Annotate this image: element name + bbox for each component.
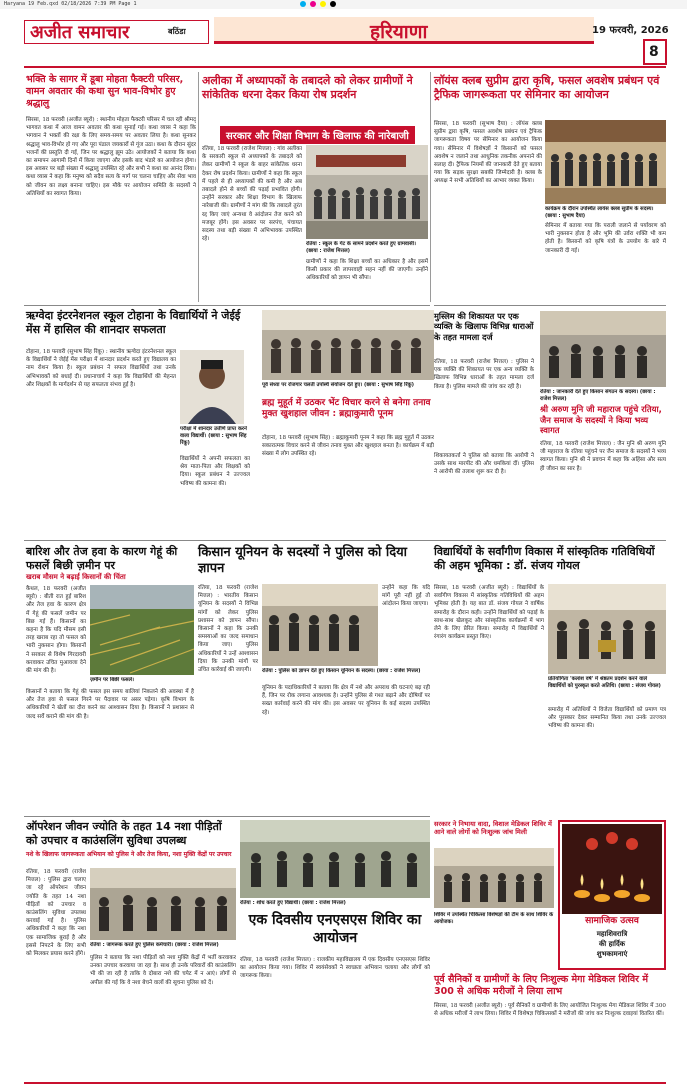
kicker-aleeka: सरकार और शिक्षा विभाग के खिलाफ की नारेबाजी: [220, 126, 415, 144]
page-number: 8: [649, 44, 659, 60]
registration-mark: [320, 1, 326, 7]
ad-title: सामाजिक उत्सव: [585, 916, 639, 926]
photo-brahma-event: [262, 310, 434, 380]
section-name: हरियाणा: [370, 21, 428, 43]
caption-jeevan: रतिया : जागरूक करते हुए पुलिस कर्मचारी। (छाया : राजेश मित्तल): [90, 942, 219, 948]
article-goyal-body-cont: समारोह में अतिथियों ने विजेता विद्यार्थियों को प्रमाण पत्र और पुरस्कार देकर सम्मानित किया तथा उनके उज्ज्वल भविष्य की कामना की।: [548, 707, 666, 730]
caption-kisan: रतिया : पुलिस को ज्ञापन देते हुए किसान यूनियन के सदस्य। (छाया : राजेश मित्तल): [262, 668, 421, 674]
footer-rule: [24, 1082, 666, 1084]
caption-rain: ज़मीन पर बिछी फसलें।: [90, 677, 134, 683]
section-rule: [24, 305, 430, 306]
caption-aleeka: रतिया : स्कूल के गेट के सामने प्रदर्शन करते हुए ग्रामवासी। (छाया : राजेश मित्तल): [306, 241, 416, 254]
section-rule: [434, 305, 666, 306]
headline-brahma: ब्रह्म मुहूर्त में उठकर भेंट विचार करने से बनेगा तनाव मुक्त खुशहाल जीवन : ब्रह्माकुमारी पूनम: [262, 398, 431, 420]
kicker-medical: सरकार ने निभाया वादा, विशाल मेडिकल शिविर में आने वाले लोगों को निःशुल्क जांच मिली: [434, 820, 552, 837]
headline-nss: एक दिवसीय एनएसएस शिविर का आयोजन: [248, 912, 422, 946]
photo-goyal-award: [548, 584, 666, 674]
issue-date: 19 फरवरी, 2026: [592, 25, 669, 36]
ad-line: की हार्दिक: [598, 940, 626, 948]
headline-goyal: विद्यार्थियों के सर्वांगीण विकास में सांस्कृतिक गतिविधियों की अहम भूमिका : डॉ. संजय गोयल: [434, 545, 655, 572]
article-nss-body: रतिया, 18 फरवरी (राजेश मित्तल) : राजकीय महाविद्यालय में एक दिवसीय एनएसएस शिविर का आयोजन किया गया। शिविर में स्वयंसेवकों ने स्वच्छता अभियान चलाया और लोगों को जागरूक किया।: [240, 957, 430, 980]
article-lions-body-cont: सेमिनार में बताया गया कि पराली जलाने से पर्यावरण को भारी नुकसान होता है और भूमि की उर्वरा शक्ति भी कम होती है। किसानों को कृषि यंत्रों के उपयोग के बारे में जानकारी दी गई।: [545, 223, 666, 254]
masthead-city: बठिंडा: [168, 27, 186, 36]
caption-nss: रतिया : शोध करते हुए विद्यार्थी। (छाया : राजेश मित्तल): [240, 900, 346, 906]
photo-aleeka-protest: [306, 145, 428, 239]
article-brahma-body: टोहाना, 18 फरवरी (सुभाष सिंह) : ब्रह्माकुमारी पूनम ने कहा कि ब्रह्म मुहूर्त में उठकर सकारात्मक विचार करने से जीवन तनाव मुक्त और खुशहाल बनता है। कार्यक्रम में बड़ी संख्या में लोग उपस्थित रहे।: [262, 435, 434, 458]
headline-rhythm: ऋग्वेदा इंटरनेशनल स्कूल टोहाना के विद्यार्थियों ने जेईई मेंस में हासिल की शानदार सफलता: [26, 309, 241, 336]
article-kisan-body-cont2: यूनियन के पदाधिकारियों ने बताया कि क्षेत्र में नशे और अपराध की घटनाएं बढ़ रही हैं, जिन पर रोक लगाना आवश्यक है। उन्होंने पुलिस से गश्त बढ़ाने और दोषियों पर सख्त कार्रवाई करने की मांग की। इस अवसर पर यूनियन के कई सदस्य उपस्थित रहे।: [262, 685, 430, 716]
article-jeevan-body: रतिया, 18 फरवरी (राजेश मित्तल) : पुलिस द्वारा चलाए जा रहे ऑपरेशन जीवन ज्योति के तहत 14 नशा पीड़ितों को उपचार व काउंसलिंग सुविधा उपलब्ध करवाई गई है। पुलिस अधिकारियों ने कहा कि नशा एक सामाजिक बुराई है और इससे निपटने के लिए सभी को मिलकर प्रयास करने होंगे।: [26, 869, 86, 958]
article-hanumant-body: रतिया, 18 फरवरी (राजेश मित्तल) : पुलिस ने एक व्यक्ति की शिकायत पर एक अन्य व्यक्ति के खिलाफ विभिन्न धाराओं के तहत मामला दर्ज किया है। पुलिस मामले की जांच कर रही है।: [434, 359, 534, 390]
article-jeevan-body-cont: पुलिस ने बताया कि नशा पीड़ितों को नशा मुक्ति केंद्रों में भर्ती करवाकर उनका उपचार करवाया जा रहा है। साथ ही उनके परिवारों की काउंसलिंग भी की जा रही है ताकि वे दोबारा नशे की चपेट में न आएं। लोगों से अपील की गई कि वे नशा बेचने वालों की सूचना पुलिस को दें।: [90, 955, 236, 986]
photo-hanumant: [540, 311, 666, 387]
column-divider: [430, 72, 431, 302]
section-rule: [24, 540, 666, 541]
caption-brahma: पूर्व संध्या पर रोजगार चलती उपस्थि संयोजन देते हुए। (छाया : सुभाष सिंह रिंकू): [262, 382, 414, 388]
kicker-rain: खराब मौसम ने बढ़ाई किसानों की चिंता: [26, 573, 126, 581]
article-aleeka-body-cont: ग्रामीणों ने कहा कि शिक्षा बच्चों का अधिकार है और इसमें किसी प्रकार की लापरवाही सहन नहीं की जाएगी। उन्होंने अधिकारियों को ज्ञापन भी सौंपा।: [306, 259, 428, 282]
caption-medical: शिविर में उपस्थित चिकित्सा विशेषज्ञों की टीम के साथ शिविर के आयोजक।: [434, 912, 554, 925]
article-bhakti-body: सिरसा, 18 फरवरी (अजीत ब्यूरो) : स्थानीय मोहता फैक्टरी परिसर में चल रही श्रीमद् भागवत कथा में आज वामन अवतार की कथा सुनाई गई। कथा व्यास ने कहा कि भगवान ने भक्तों की रक्षा के लिए समय-समय पर अवतार लिया है। कथा सुनकर श्रद्धालु भाव-विभोर हो गए और पूरा पंडाल जयकारों से गूंज उठा। कथा के दौरान सुंदर भजनों की प्रस्तुति दी गई, जिन पर श्रद्धालु झूम उठे। आयोजकों ने बताया कि कथा का समापन आगामी दिनों में किया जाएगा और इसके बाद भंडारे का आयोजन होगा। इस अवसर पर बड़ी संख्या में श्रद्धालु उपस्थित रहे और सभी ने कथा का आनंद लिया। कथा व्यास ने कहा कि मनुष्य को सदैव सत्य के मार्ग पर चलना चाहिए और सेवा भाव को जीवन का लक्ष्य बनाना चाहिए। इस मौके पर आयोजन समिति के सदस्यों ने अतिथियों का स्वागत किया।: [26, 117, 196, 197]
caption-rhythm: परीक्षा में शानदार उत्तीर्ण प्राप्त करने वाला विद्यार्थी। (छाया : सुभाष सिंह रिंकू): [180, 426, 247, 446]
column-divider: [198, 72, 199, 302]
caption-hanumant: रतिया : जानकारी देते हुए किसान संगठन के सदस्य। (छाया : राजेश मित्तल): [540, 389, 656, 402]
headline-bhakti: भक्ति के सागर में डूबा मोहता फैक्टरी परिसर, वामन अवतार की कथा सुन भाव-विभोर हुए श्रद्धालु: [26, 74, 184, 109]
headline-jeevan: ऑपरेशन जीवन ज्योति के तहत 14 नशा पीड़ितों को उपचार व काउंसलिंग सुविधा उपलब्ध: [26, 820, 222, 847]
headline-aleeka: अलीका में अध्यापकों के तबादले को लेकर ग्रामीणों ने सांकेतिक धरना देकर किया रोष प्रदर्शन: [202, 74, 413, 101]
photo-jeevan-awareness: [90, 868, 236, 940]
headline-arun: श्री अरुण मुनि जी महाराज पहुंचे रतिया, जैन समाज के सदस्यों ने किया भव्य स्वागत: [540, 404, 662, 435]
article-rhythm-body: टोहाना, 18 फरवरी (सुभाष सिंह रिंकू) : स्थानीय ऋग्वेदा इंटरनेशनल स्कूल के विद्यार्थियों ने जेईई मेंस परीक्षा में शानदार प्रदर्शन करते हुए विद्यालय का नाम रोशन किया है। स्कूल प्रबंधन ने सफल विद्यार्थियों तथा उनके अभिभावकों को बधाई दी। प्रधानाचार्य ने कहा कि विद्यार्थियों की मेहनत और शिक्षकों के मार्गदर्शन से यह सफलता संभव हुई है।: [26, 349, 176, 388]
photo-kisan-union: [262, 584, 378, 666]
ad-line: महाशिवरात्रि: [596, 930, 628, 938]
article-rain-body: कैथल, 18 फरवरी (अजीत ब्यूरो) : बीती रात हुई बारिश और तेज हवा के कारण क्षेत्र में गेहूं की फसलें जमीन पर बिछ गई हैं। किसानों का कहना है कि यदि मौसम इसी तरह खराब रहा तो फसल को भारी नुकसान होगा। किसानों ने सरकार से विशेष गिरदावरी करवाकर उचित मुआवजा देने की मांग की है।: [26, 586, 86, 675]
article-rain-body-cont: किसानों ने बताया कि गेहूं की फसल इस समय बालियां निकलने की अवस्था में है और तेज हवा से फसल गिरने पर पैदावार पर असर पड़ेगा। कृषि विभाग के अधिकारियों ने खेतों का दौरा करने का आश्वासन दिया है। किसानों ने प्रशासन से जल्द सर्वे कराने की मांग की है।: [26, 689, 194, 720]
photo-student: [180, 350, 244, 424]
article-aleeka-body: रतिया, 18 फरवरी (राजेश मित्तल) : गांव अलीका के सरकारी स्कूल से अध्यापकों के तबादले को लेकर ग्रामीणों ने स्कूल के बाहर सांकेतिक धरना देकर रोष प्रदर्शन किया। ग्रामीणों ने कहा कि स्कूल में पहले से ही अध्यापकों की कमी है और अब तबादले होने से बच्चों की पढ़ाई प्रभावित होगी। उन्होंने सरकार और शिक्षा विभाग के खिलाफ नारेबाजी की। ग्रामीणों ने मांग की कि तबादले तुरंत रद्द किए जाएं अन्यथा वे आंदोलन तेज करने को मजबूर होंगे। इस अवसर पर सरपंच, पंचायत सदस्य तथा बड़ी संख्या में अभिभावक उपस्थित रहे।: [202, 146, 302, 243]
article-kisan-body-cont: उन्होंने कहा कि यदि मांगें पूरी नहीं हुईं तो आंदोलन किया जाएगा।: [382, 585, 430, 608]
masthead-title: अजीत समाचार: [30, 22, 130, 43]
lamp-icon: [562, 824, 662, 914]
photo-wheat-field: [90, 585, 194, 675]
ad-line: शुभकामनाएं: [596, 950, 628, 958]
caption-goyal: प्रतियोगिता 'कलांश वर्ष' में श्रेष्ठतम प्रदर्शन करने वाले विद्यार्थियों को पुरस्कृत करते अतिथि। (छाया : संजय गोयल): [548, 676, 661, 689]
article-lions-body: सिरसा, 18 फरवरी (सुभाष दैया) : लॉयंस क्लब सुप्रीम द्वारा कृषि, फसल अवशेष प्रबंधन एवं ट्रैफिक जागरूकता विषय पर सेमिनार का आयोजन किया गया। सेमिनार में विशेषज्ञों ने किसानों को फसल अवशेष न जलाने तथा आधुनिक तकनीक अपनाने की सलाह दी। ट्रैफिक नियमों की जानकारी देते हुए बताया गया कि सड़क सुरक्षा सबकी जिम्मेदारी है। क्लब के अध्यक्ष ने सभी अतिथियों का आभार व्यक्त किया।: [434, 121, 542, 185]
headline-medical: पूर्व सैनिकों व ग्रामीणों के लिए निःशुल्क मेगा मेडिकल शिविर में 300 से अधिक मरीजों ने लिया लाभ: [434, 974, 649, 997]
registration-mark: [330, 1, 336, 7]
photo-lions-seminar: [545, 120, 666, 204]
photo-medical-team: [434, 848, 554, 908]
kicker-jeevan: नशे के खिलाफ जागरूकता अभियान को पुलिस ने और तेज किया, नशा मुक्ति केंद्रों पर उपचार: [26, 851, 232, 858]
article-arun-body: रतिया, 18 फरवरी (राजेश मित्तल) : जैन मुनि श्री अरुण मुनि जी महाराज के रतिया पहुंचने पर जैन समाज के सदस्यों ने भव्य स्वागत किया। मुनि श्री ने प्रवचन में कहा कि अहिंसा और सत्य ही जीवन का सार है।: [540, 441, 666, 472]
caption-lions: कार्यक्रम के दौरान उपस्थित लायंस क्लब सुप्रीम के सदस्य। (छाया : सुभाष दैया): [545, 206, 654, 219]
headline-rain: बारिश और तेज हवा के कारण गेहूं की फसलें बिछी ज़मीन पर: [26, 545, 178, 572]
print-strip: Haryana 19 Feb.qxd 02/18/2026 7:39 PM Page 1: [0, 0, 687, 9]
article-rhythm-body-cont: विद्यार्थियों ने अपनी सफलता का श्रेय माता-पिता और शिक्षकों को दिया। स्कूल प्रबंधन ने उज्ज्वल भविष्य की कामना की।: [180, 456, 250, 487]
section-rule: [24, 816, 430, 817]
header-rule: [24, 66, 666, 68]
headline-kisan: किसान यूनियन के सदस्यों ने पुलिस को दिया ज्ञापन: [198, 545, 408, 577]
article-goyal-body: सिरसा, 18 फरवरी (अजीत ब्यूरो) : विद्यार्थियों के सर्वांगीण विकास में सांस्कृतिक गतिविधियों की अहम भूमिका होती है। यह बात डॉ. संजय गोयल ने वार्षिक समारोह के दौरान कही। उन्होंने विद्यार्थियों को पढ़ाई के साथ-साथ खेलकूद और सांस्कृतिक कार्यक्रमों में भाग लेने के लिए प्रेरित किया। समारोह में विद्यार्थियों ने रंगारंग कार्यक्रम प्रस्तुत किए।: [434, 585, 544, 641]
article-kisan-body: रतिया, 18 फरवरी (राजेश मित्तल) : भारतीय किसान यूनियन के सदस्यों ने विभिन्न मांगों को लेकर पुलिस प्रशासन को ज्ञापन सौंपा। किसानों ने कहा कि उनकी समस्याओं का जल्द समाधान किया जाए। पुलिस अधिकारियों ने उन्हें आश्वासन दिया कि उनकी मांगों पर उचित कार्रवाई की जाएगी।: [198, 585, 258, 674]
headline-hanumant: मुस्लिम की शिकायत पर एक व्यक्ति के खिलाफ विभिन्न धाराओं के तहत मामला दर्ज: [434, 311, 534, 342]
registration-mark: [300, 1, 306, 7]
photo-nss-camp: [240, 820, 430, 898]
article-medical-body: सिरसा, 18 फरवरी (अजीत ब्यूरो) : पूर्व सैनिकों व ग्रामीणों के लिए आयोजित निःशुल्क मेगा मेडिकल शिविर में 300 से अधिक मरीजों ने लाभ लिया। शिविर में विशेषज्ञ चिकित्सकों ने मरीजों की जांच कर निःशुल्क दवाइयां वितरित कीं।: [434, 1003, 666, 1018]
registration-mark: [310, 1, 316, 7]
headline-lions: लॉयंस क्लब सुप्रीम द्वारा कृषि, फसल अवशेष प्रबंधन एवं ट्रैफिक जागरूकता पर सेमिनार का आयोजन: [434, 74, 660, 101]
article-hanumant-body-cont: शिकायतकर्ता ने पुलिस को बताया कि आरोपी ने उसके साथ मारपीट की और धमकियां दीं। पुलिस ने आरोपी की तलाश शुरू कर दी है।: [434, 453, 534, 476]
